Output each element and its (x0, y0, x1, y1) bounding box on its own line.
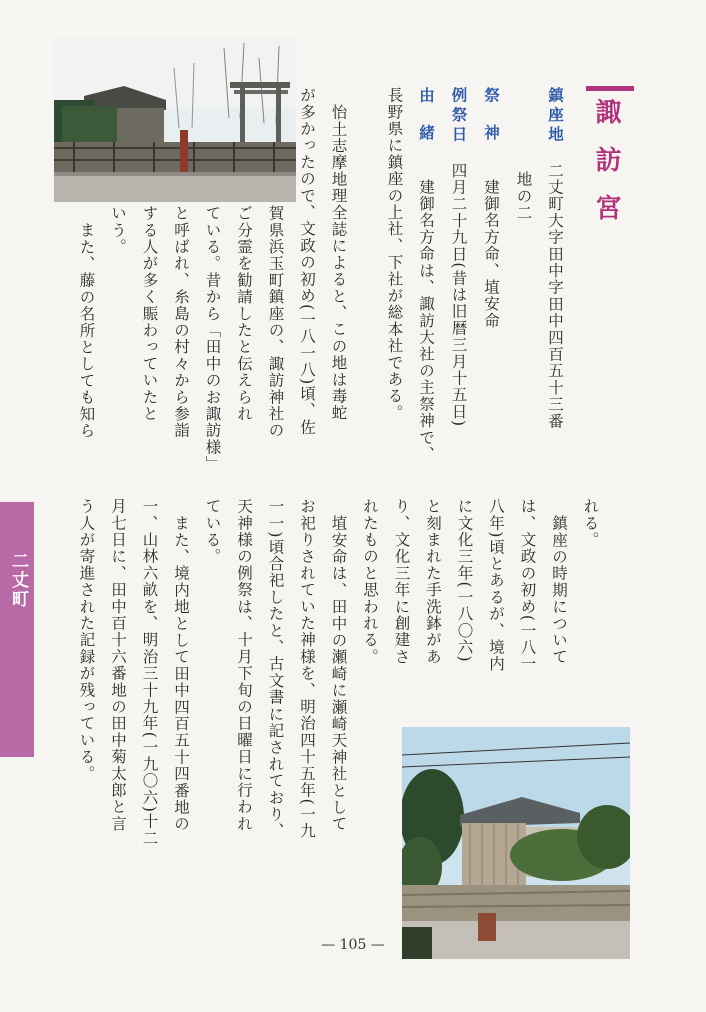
paragraph-line: 月七日に、田中百十六番地の田中菊太郎と言 (109, 498, 127, 832)
paragraph-line: に文化三年(一八〇六) (455, 498, 474, 663)
deity-value: 建御名方命、埴安命 (482, 178, 500, 330)
paragraph-line: と刻まれた手洗鉢があ (424, 498, 442, 665)
paragraph-line: り、文化三年に創建さ (392, 498, 411, 665)
paragraph-line: 八年)頃とあるが、境内 (487, 498, 505, 673)
body-text-lower (70, 498, 606, 918)
origin-continued: 長野県に鎮座の上社、下社が総本社である。 (385, 87, 404, 421)
origin-label: 由緒 (417, 87, 436, 162)
deity-column (475, 87, 508, 507)
paragraph-line: 怡土志摩地理全誌によると、この地は毒蛇 (329, 104, 348, 422)
paragraph-line: 天神様の例祭は、十月下旬の日曜日に行われ (235, 498, 253, 832)
location-column (539, 87, 572, 507)
info-block (378, 87, 571, 507)
origin-value: 建御名方命は、諏訪大社の主祭神で、 (417, 178, 435, 463)
paragraph-line: 賀県浜玉町鎮座の、諏訪神社の (266, 205, 285, 439)
side-tab-label: 二丈町 (8, 552, 28, 609)
paragraph-line: いう。 (109, 205, 127, 256)
paragraph-line: 一一)頃合祀したと、古文書に記されており、 (266, 498, 285, 840)
festival-label: 例祭日 (449, 87, 469, 146)
paragraph-line: また、藤の名所としても知ら (77, 222, 96, 440)
location-value: 二丈町大字田中字田中四百五十三番 (546, 162, 564, 430)
location-label: 鎮座地 (546, 87, 565, 146)
paragraph-line: は、文政の初め(一八一 (518, 498, 537, 673)
title-accent-bar (586, 86, 634, 91)
festival-column (442, 87, 475, 507)
paragraph-line: れたものと思われる。 (361, 498, 379, 665)
paragraph-line: また、境内地として田中四百五十四番地の (172, 515, 190, 833)
festival-value: 四月二十九日(昔は旧暦三月十五日) (449, 162, 468, 428)
origin-column (410, 87, 443, 507)
paragraph-line: う人が寄進された記録が残っている。 (77, 498, 96, 782)
paragraph-line: れる。 (581, 498, 600, 549)
paragraph-line: ご分霊を勧請したと伝えられ (235, 205, 253, 423)
paragraph-line: と呼ばれ、糸島の村々から参詣 (172, 205, 190, 439)
page-number: — 105 — (321, 937, 385, 953)
body-text-upper (70, 87, 354, 507)
paragraph-line: が多かったので、文政の初め(一八一八)頃、佐 (298, 87, 316, 436)
deity-label: 祭神 (482, 87, 501, 162)
paragraph-line: お祀りされていた神様を、明治四十五年(一九 (298, 498, 316, 840)
paragraph-line: 一、山林六畝を、明治三十九年(一九〇六)十二 (140, 498, 159, 847)
region-side-tab (0, 502, 34, 757)
paragraph-line: ている。 (203, 498, 222, 565)
shrine-title: 諏訪宮 (591, 98, 621, 242)
paragraph-line: 埴安命は、田中の瀬崎に瀬崎天神社として (329, 515, 348, 833)
paragraph-line: する人が多く賑わっていたと (140, 205, 159, 423)
paragraph-line: 鎮座の時期について (550, 515, 568, 666)
paragraph-line: ている。昔から「田中のお諏訪様」 (203, 205, 222, 473)
location-continued: 地の二 (514, 171, 533, 222)
